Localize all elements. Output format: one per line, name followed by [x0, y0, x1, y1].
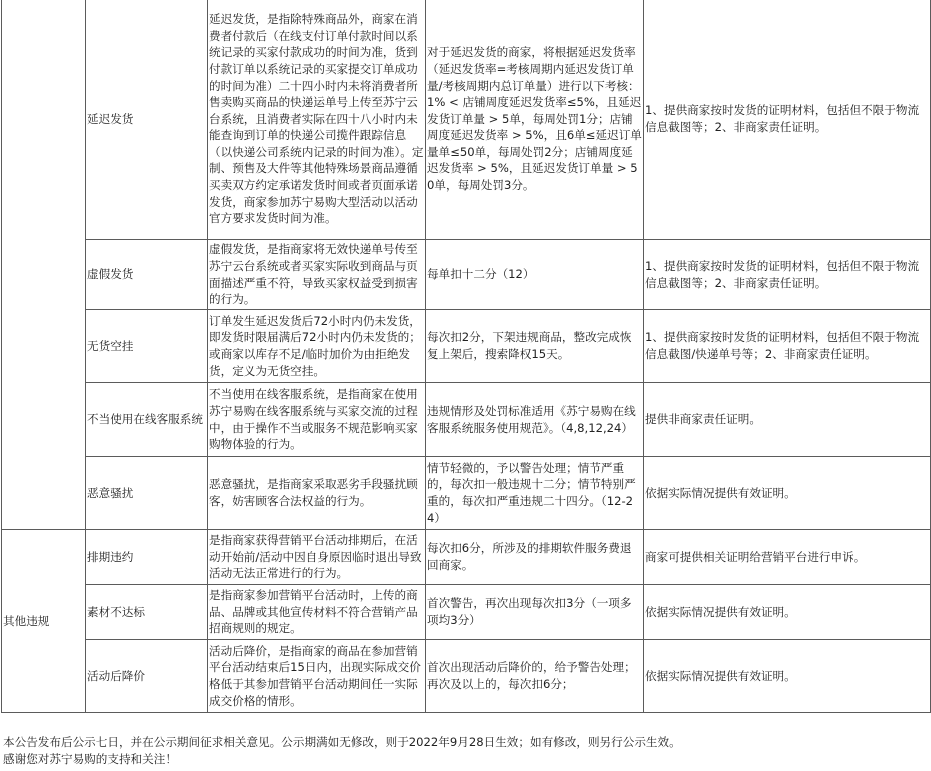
- table-row: [2, 383, 931, 457]
- appeal-evidence: 1、提供商家按时发货的证明材料，包括但不限于物流信息截图等；2、非商家责任证明。: [644, 0, 931, 240]
- violation-penalty: 每单扣十二分（12）: [426, 240, 644, 310]
- violation-penalty: 首次出现活动后降价的，给予警告处理；再次及以上的，每次扣6分；: [426, 640, 644, 713]
- violation-name: 活动后降价: [86, 640, 208, 713]
- table-row: [2, 530, 931, 585]
- table-row: [2, 240, 931, 310]
- violation-definition: 订单发生延迟发货后72小时内仍未发货，即发货时限届满后72小时内仍未发货的；或商家以库存不足/临时加价为由拒绝发货，定义为无货空挂。: [208, 310, 426, 383]
- appeal-evidence: 依据实际情况提供有效证明。: [644, 457, 931, 530]
- violation-definition: 是指商家参加营销平台活动时，上传的商品、品牌或其他宣传材料不符合营销产品招商规则的规定。: [208, 585, 426, 640]
- violation-penalty: 对于延迟发货的商家，将根据延迟发货率（延迟发货率=考核周期内延迟发货订单量/考核周期内总订单量）进行以下考核：1% < 店铺周度延迟发货率≤5%，且延迟发货订单量 > 5单，每周处罚1分；店铺周度延迟发货率 > 5%，且6单≤延迟订单量单≤50单，每周处罚2分；店铺周度延迟发货率 > 5%，且延迟发货订单量 > 50单，每周处罚3分。: [426, 0, 644, 240]
- violation-name: 不当使用在线客服系统: [86, 383, 208, 457]
- violation-penalty: 违规情形及处罚标准适用《苏宁易购在线客服系统服务使用规范》。（4,8,12,24）: [426, 383, 644, 457]
- appeal-evidence: 1、提供商家按时发货的证明材料，包括但不限于物流信息截图等；2、非商家责任证明。: [644, 240, 931, 310]
- table-row: [2, 640, 931, 713]
- appeal-evidence: 依据实际情况提供有效证明。: [644, 640, 931, 713]
- violation-definition: 是指商家获得营销平台活动排期后，在活动开始前/活动中因自身原因临时退出导致活动无法正常进行的行为。: [208, 530, 426, 585]
- table-row: [2, 457, 931, 530]
- appeal-evidence: 商家可提供相关证明给营销平台进行申诉。: [644, 530, 931, 585]
- violation-definition: 不当使用在线客服系统，是指商家在使用苏宁易购在线客服系统与买家交流的过程中，由于操作不当或服务不规范影响买家购物体验的行为。: [208, 383, 426, 457]
- violation-name: 虚假发货: [86, 240, 208, 310]
- table-row: [2, 585, 931, 640]
- announcement-footer: [3, 734, 928, 768]
- violation-name: 排期违约: [86, 530, 208, 585]
- violation-rules-table: [1, 0, 931, 713]
- violation-name: 无货空挂: [86, 310, 208, 383]
- violation-name: 素材不达标: [86, 585, 208, 640]
- violation-penalty: 每次扣6分，所涉及的排期软件服务费退回商家。: [426, 530, 644, 585]
- violation-definition: 活动后降价，是指商家的商品在参加营销平台活动结束后15日内，出现实际成交价格低于其参加营销平台活动期间任一实际成交价格的情形。: [208, 640, 426, 713]
- violation-definition: 恶意骚扰，是指商家采取恶劣手段骚扰顾客，妨害顾客合法权益的行为。: [208, 457, 426, 530]
- effective-date-notice: 本公告发布后公示七日，并在公示期间征求相关意见。公示期满如无修改，则于2022年9月28日生效；如有修改，则另行公示生效。: [3, 735, 681, 749]
- appeal-evidence: 1、提供商家按时发货的证明材料，包括但不限于物流信息截图/快递单号等；2、非商家责任证明。: [644, 310, 931, 383]
- violation-name: 延迟发货: [86, 0, 208, 240]
- category-cell: [2, 0, 86, 530]
- violation-definition: 延迟发货，是指除特殊商品外，商家在消费者付款后（在线支付订单付款时间以系统记录的买家付款成功的时间为准，货到付款订单以系统记录的买家提交订单成功的时间为准）二十四小时内未将消费者所售卖购买商品的快递运单号上传至苏宁云台系统，且消费者实际在四十八小时内未能查询到订单的快递公司揽件跟踪信息（以快递公司系统内记录的时间为准）。定制、预售及大件等其他特殊场景商品遵循买卖双方约定承诺发货时间或者页面承诺发货，商家参加苏宁易购大型活动以活动官方要求发货时间为准。: [208, 0, 426, 240]
- violation-penalty: 情节轻微的，予以警告处理；情节严重的，每次扣一般违规十二分；情节特别严重的，每次扣严重违规二十四分。（12-24）: [426, 457, 644, 530]
- thanks-note: 感谢您对苏宁易购的支持和关注！: [3, 752, 177, 766]
- violation-penalty: 每次扣2分，下架违规商品，整改完成恢复上架后，搜索降权15天。: [426, 310, 644, 383]
- appeal-evidence: 提供非商家责任证明。: [644, 383, 931, 457]
- table-row: [2, 0, 931, 240]
- violation-definition: 虚假发货，是指商家将无效快递单号传至苏宁云台系统或者买家实际收到商品与页面描述严重不符，导致买家权益受到损害的行为。: [208, 240, 426, 310]
- appeal-evidence: 依据实际情况提供有效证明。: [644, 585, 931, 640]
- violation-penalty: 首次警告，再次出现每次扣3分（一项多项均3分）: [426, 585, 644, 640]
- table-row: [2, 310, 931, 383]
- violation-name: 恶意骚扰: [86, 457, 208, 530]
- category-cell: 其他违规: [2, 530, 86, 713]
